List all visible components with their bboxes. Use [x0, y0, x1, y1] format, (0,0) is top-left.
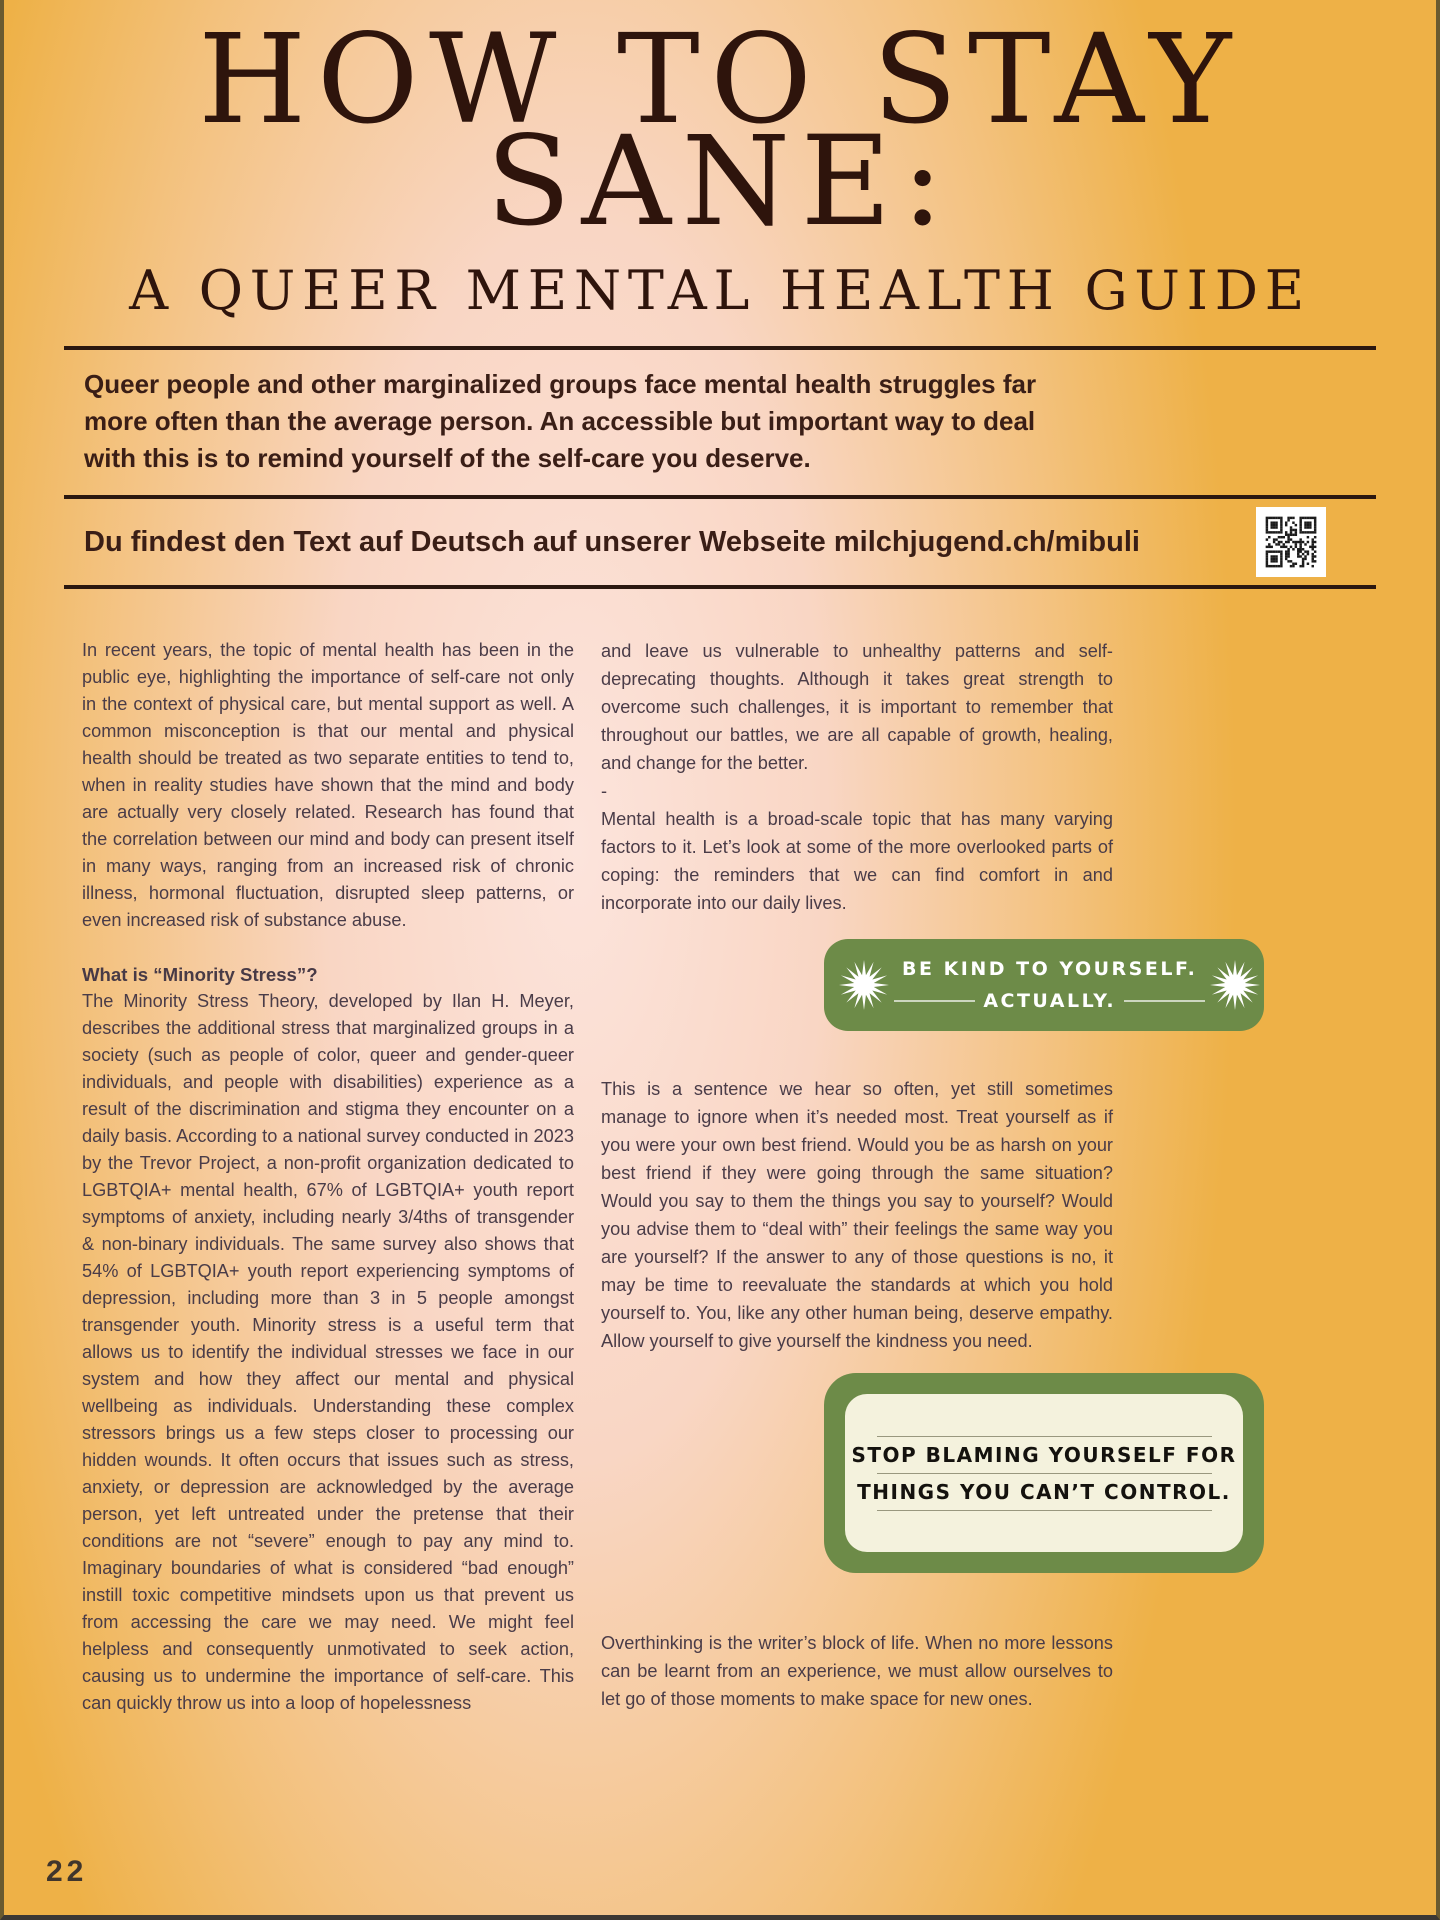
german-note-text: Du findest den Text auf Deutsch auf unserer Webseite milchjugend.ch/mibuli [84, 525, 1140, 558]
qr-code-icon [1256, 507, 1326, 577]
body-paragraph: In recent years, the topic of mental health has been in the public eye, highlighting the importance of self-care not only in the context of physical care, but mental support as well. A common misconception is that our mental and physical health should be treated as two separate entities to tend to, when in reality studies have shown that the mind and body are actually very closely related. Research has found that the correlation between our mind and body can present itself in many ways, ranging from an increased risk of chronic illness, hormonal fluctuation, disrupted sleep patterns, or even increased risk of substance abuse. [82, 640, 574, 931]
quote-card-inner [845, 1394, 1243, 1552]
ruled-line [877, 1473, 1212, 1474]
quote-line: STOP BLAMING YOURSELF FOR [851, 1442, 1237, 1467]
decorative-line [1124, 1000, 1205, 1002]
sunburst-icon [1209, 959, 1261, 1011]
page-title-line-2: SANE: [486, 109, 954, 254]
ruled-line [877, 1436, 1212, 1437]
quote-line: BE KIND TO YOURSELF. [902, 958, 1198, 981]
article-columns [82, 637, 1436, 1717]
sunburst-icon [838, 959, 890, 1011]
quote-badge-text [894, 958, 1205, 1012]
quote-badge-row [894, 990, 1205, 1012]
header [4, 0, 1436, 322]
body-paragraph: This is a sentence we hear so often, yet still sometimes manage to ignore when it’s needed most. Treat yourself as if you were your own best friend. Would you be as harsh on your best friend if they were going through the same situation? Would you say to them the things you say to yourself? Would you advise them to “deal with” their feelings the same way you are yourself? If the answer to any of those questions is no, it may be time to reevaluate the standards at which you hold yourself to. You, like any other human being, deserve empathy. Allow yourself to give yourself the kindness you need. [601, 1079, 1113, 1352]
section-heading: What is “Minority Stress”? [82, 964, 318, 986]
page-number: 22 [46, 1855, 88, 1888]
body-paragraph: Mental health is a broad-scale topic that has many varying factors to it. Let’s look at some of the more overlooked parts of coping: the reminders that we can find comfort in and incorporate into our daily lives. [601, 809, 1113, 914]
right-column [601, 637, 1237, 1717]
left-column [82, 637, 574, 1717]
intro-paragraph: Queer people and other marginalized groups face mental health struggles far more often than the average person. An accessible but important way to deal with this is to remind yourself of the self-care you deserve. [84, 369, 1037, 474]
body-paragraph: The Minority Stress Theory, developed by Ilan H. Meyer, describes the additional stress that marginalized groups in a society (such as people of color, queer and gender-queer individuals, and people with disabilities) experience as a result of the discrimination and stigma they encounter on a daily basis. According to a national survey conducted in 2023 by the Trevor Project, a non-profit organization dedicated to LGBTQIA+ mental health, 67% of LGBTQIA+ youth report symptoms of anxiety, including nearly 3/4ths of transgender & non-binary individuals. The same survey also shows that 54% of LGBTQIA+ youth report experiencing symptoms of depression, including more than 3 in 5 people amongst transgender youth. Minority stress is a useful term that allows us to identify the individual stresses we face in our system and how they affect our mental and physical wellbeing as individuals. Understanding these complex stressors brings us a few steps closer to processing our hidden wounds. It often occurs that issues such as stress, anxiety, or depression are acknowledged by the average person, yet left untreated under the pretense that their conditions are not “severe” enough to pay any mind to. Imaginary boundaries of what is considered “bad enough” instill toxic competitive mindsets upon us that prevent us from accessing the care we may need. We might feel helpless and consequently unmotivated to seek action, causing us to undermine the importance of self-care. This can quickly throw us into a loop of hopelessness [82, 991, 574, 1714]
divider-rule-bottom [64, 585, 1376, 589]
page-title-line-1: HOW TO STAY [198, 8, 1242, 152]
quote-line: ACTUALLY. [983, 990, 1117, 1013]
quote-badge-be-kind [824, 939, 1264, 1031]
paragraph-divider-dash: - [601, 781, 608, 802]
quote-line: THINGS YOU CAN’T CONTROL. [857, 1479, 1231, 1504]
body-paragraph: and leave us vulnerable to unhealthy patterns and self-deprecating thoughts. Although it takes great strength to overcome such challenges, it is important to remember that throughout our battles, we are all capable of growth, healing, and change for the better. [601, 641, 1113, 774]
body-paragraph: Overthinking is the writer’s block of life. When no more lessons can be learnt from an experience, we must allow ourselves to let go of those moments to make space for new ones. [601, 1633, 1113, 1710]
divider-rule-top [64, 346, 1376, 350]
page-subtitle: A QUEER MENTAL HEALTH GUIDE [129, 259, 1311, 323]
quote-badge-row [894, 958, 1205, 980]
german-note-row [84, 499, 1376, 585]
quote-card-stop-blaming [824, 1373, 1264, 1573]
decorative-line [894, 1000, 975, 1002]
ruled-line [877, 1510, 1212, 1511]
